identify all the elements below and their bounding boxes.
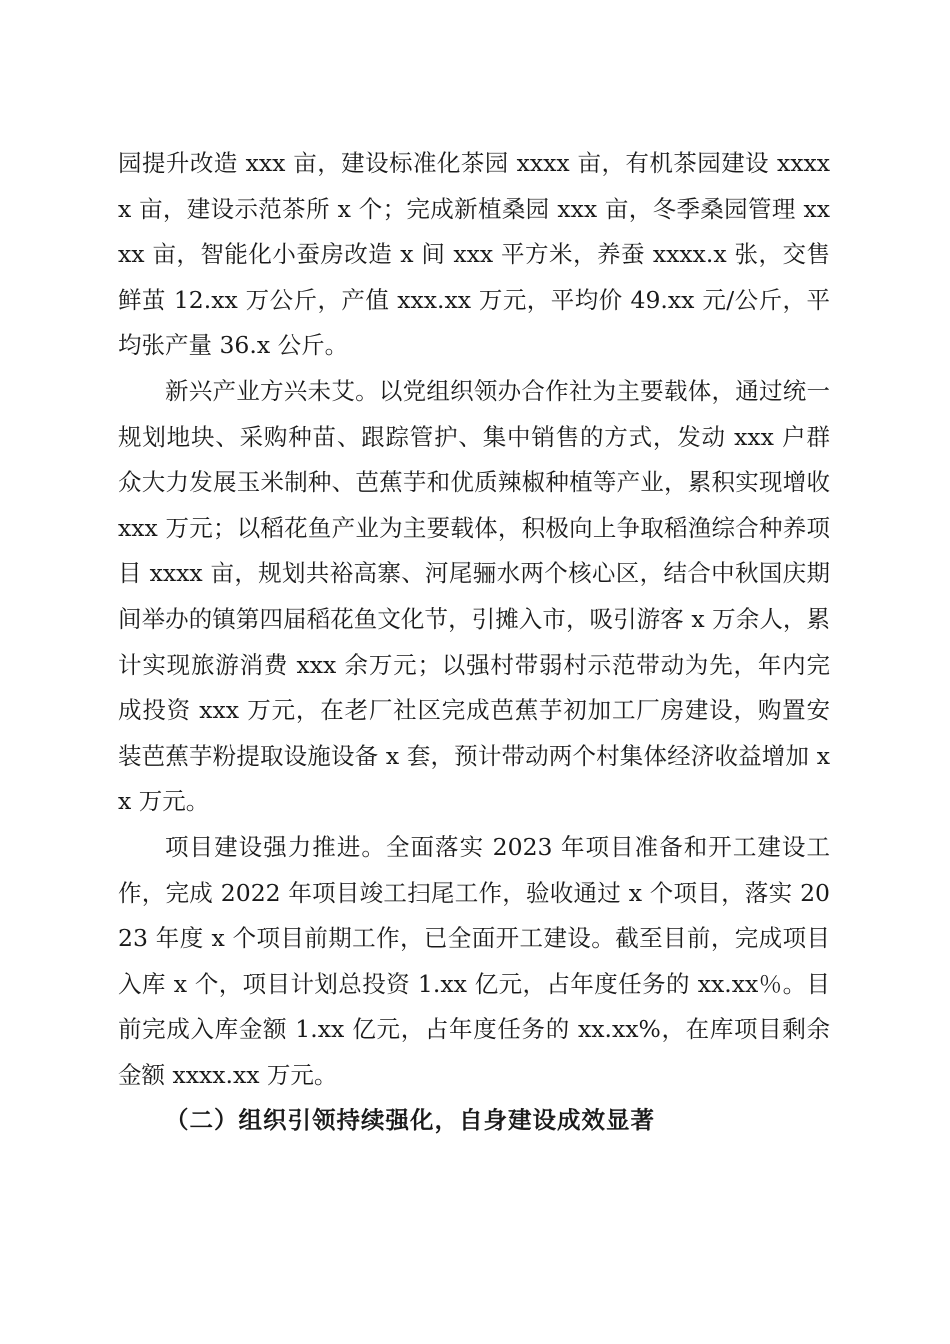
paragraph-project-construction: 项目建设强力推进。全面落实 2023 年项目准备和开工建设工作，完成 2022 年项目竣工扫尾工作，验收通过 x 个项目，落实 2023 年度 x 个项目前期工作，已全面开工建设。截至目前，完成项目入库 x 个，项目计划总投资 1.xx 亿元，占年度任务的 xx.xx％。目前完成入库金额 1.xx 亿元，占年度任务的 xx.xx%，在库项目剩余金额 xxxx.xx 万元。 bbox=[118, 832, 830, 1089]
section-heading: （二）组织引领持续强化，自身建设成效显著 bbox=[165, 1106, 655, 1135]
paragraph-tea-silk-summary: 园提升改造 xxx 亩，建设标准化茶园 xxxx 亩，有机茶园建设 xxxxx 亩，建设示范茶所 x 个；完成新植桑园 xxx 亩，冬季桑园管理 xxxx 亩，智能化小蚕房改造 x 间 xxx 平方米，养蚕 xxxx.x 张，交售鲜茧 12.xx 万公斤，产值 xxx.xx 万元，平均价 49.xx 元/公斤，平均张产量 36.x 公斤。 bbox=[118, 149, 830, 360]
document-body bbox=[118, 141, 830, 1144]
paragraph-emerging-industries: 新兴产业方兴未艾。以党组织领办合作社为主要载体，通过统一规划地块、采购种苗、跟踪管护、集中销售的方式，发动 xxx 户群众大力发展玉米制种、芭蕉芋和优质辣椒种植等产业，累积实现增收 xxx 万元；以稻花鱼产业为主要载体，积极向上争取稻渔综合种养项目 xxxx 亩，规划共裕高寨、河尾骊水两个核心区，结合中秋国庆期间举办的镇第四届稻花鱼文化节，引摊入市，吸引游客 x 万余人，累计实现旅游消费 xxx 余万元；以强村带弱村示范带动为先，年内完成投资 xxx 万元，在老厂社区完成芭蕉芋初加工厂房建设，购置安装芭蕉芋粉提取设施设备 x 套，预计带动两个村集体经济收益增加 xx 万元。 bbox=[118, 376, 830, 816]
